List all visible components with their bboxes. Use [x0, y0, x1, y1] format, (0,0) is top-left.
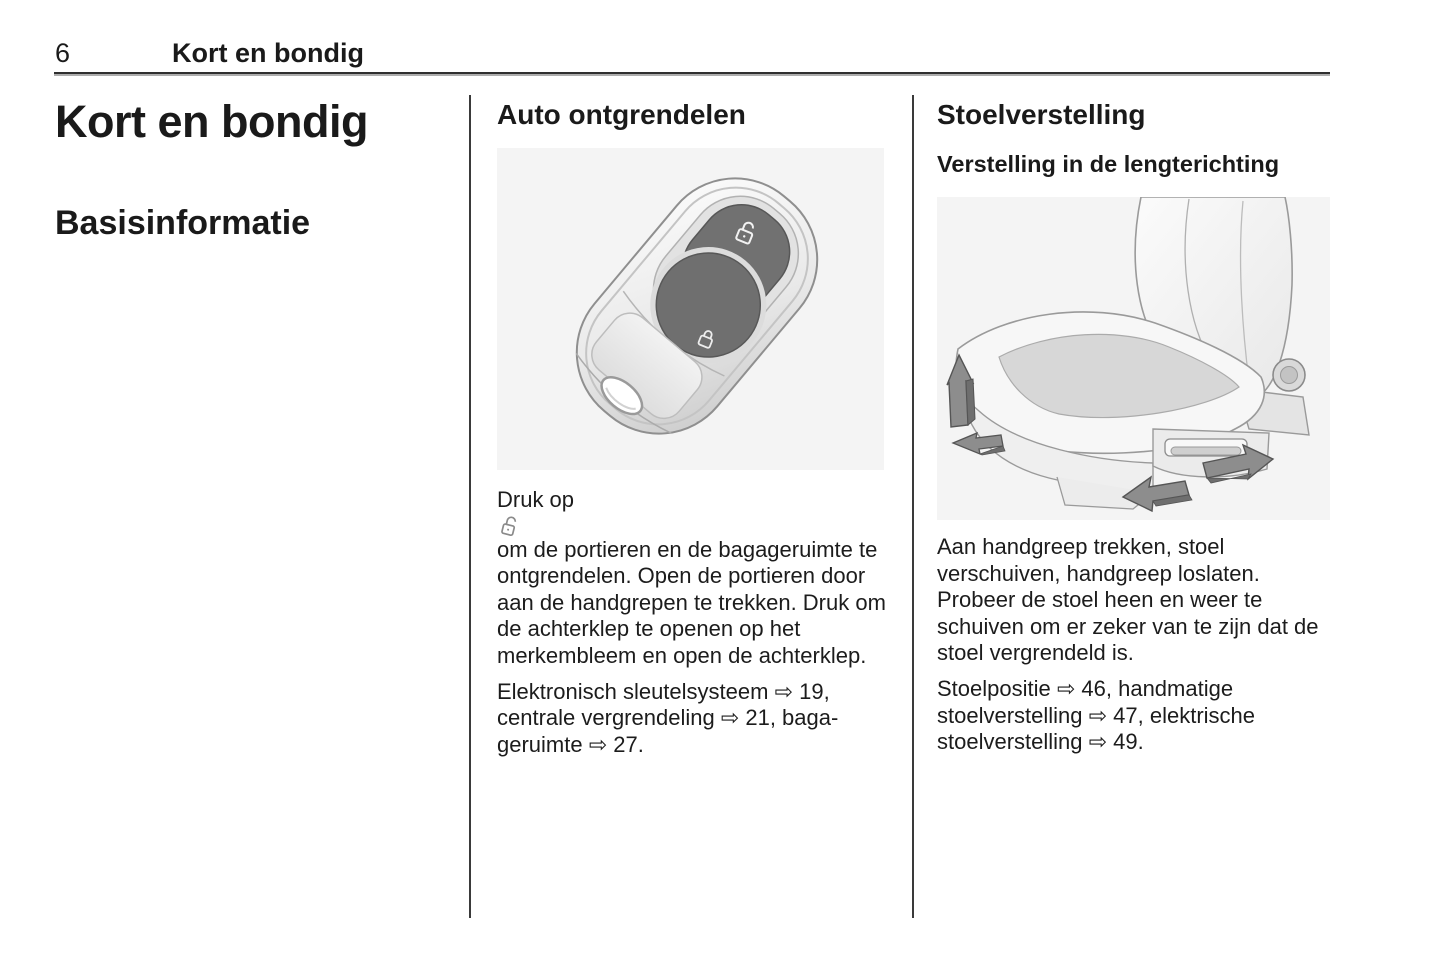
key-fob-illustration: [497, 148, 884, 470]
unlock-inline-icon: [499, 514, 519, 537]
header-rule: [54, 72, 1330, 76]
subheading-lengterichting: Verstelling in de lengterichting: [937, 151, 1280, 177]
seat-body-text: [937, 534, 1333, 765]
column-divider-left: [469, 95, 471, 918]
seat-handle-bar: [1171, 447, 1241, 455]
unlock-paragraph-1: [497, 487, 887, 670]
heading-auto-ontgrendelen: Auto ontgrendelen: [497, 99, 746, 130]
unlock-paragraph-1-after: om de portieren en de bagageruimte te ontgrendelen. Open de portieren door aan de handgrepen te trekken. Druk om de achterklep te openen op het merkembleem en open de achterklep.: [497, 536, 886, 668]
seat-adjustment-illustration: [937, 197, 1330, 520]
chapter-title: Kort en bondig: [55, 96, 368, 147]
unlock-paragraph-1-before: Druk op: [497, 487, 575, 512]
column-divider-right: [912, 95, 914, 918]
heading-stoelverstelling: Stoelverstelling: [937, 99, 1146, 130]
page-number: 6: [55, 38, 71, 68]
key-fob-image: [497, 148, 884, 470]
car-seat-image: [937, 197, 1330, 520]
unlock-paragraph-2: Elektronisch sleutelsysteem ⇨ 19, centrale vergrendeling ⇨ 21, bagageruimte ⇨ 27.: [497, 678, 839, 757]
seat-paragraph-2: Stoelpositie ⇨ 46, handmatige stoelverstelling ⇨ 47, elektrische stoelverstelling ⇨ 49.: [937, 675, 1256, 755]
seat-paragraph-1: Aan handgreep trekken, stoel verschuiven, handgreep loslaten. Probeer de stoel heen en weer te schuiven om er zeker van te zijn dat de stoel vergrendeld is.: [937, 534, 1319, 666]
section-title-basisinformatie: Basisinformatie: [55, 204, 311, 242]
running-header-title: Kort en bondig: [172, 38, 364, 68]
unlock-body-text: [497, 487, 887, 767]
